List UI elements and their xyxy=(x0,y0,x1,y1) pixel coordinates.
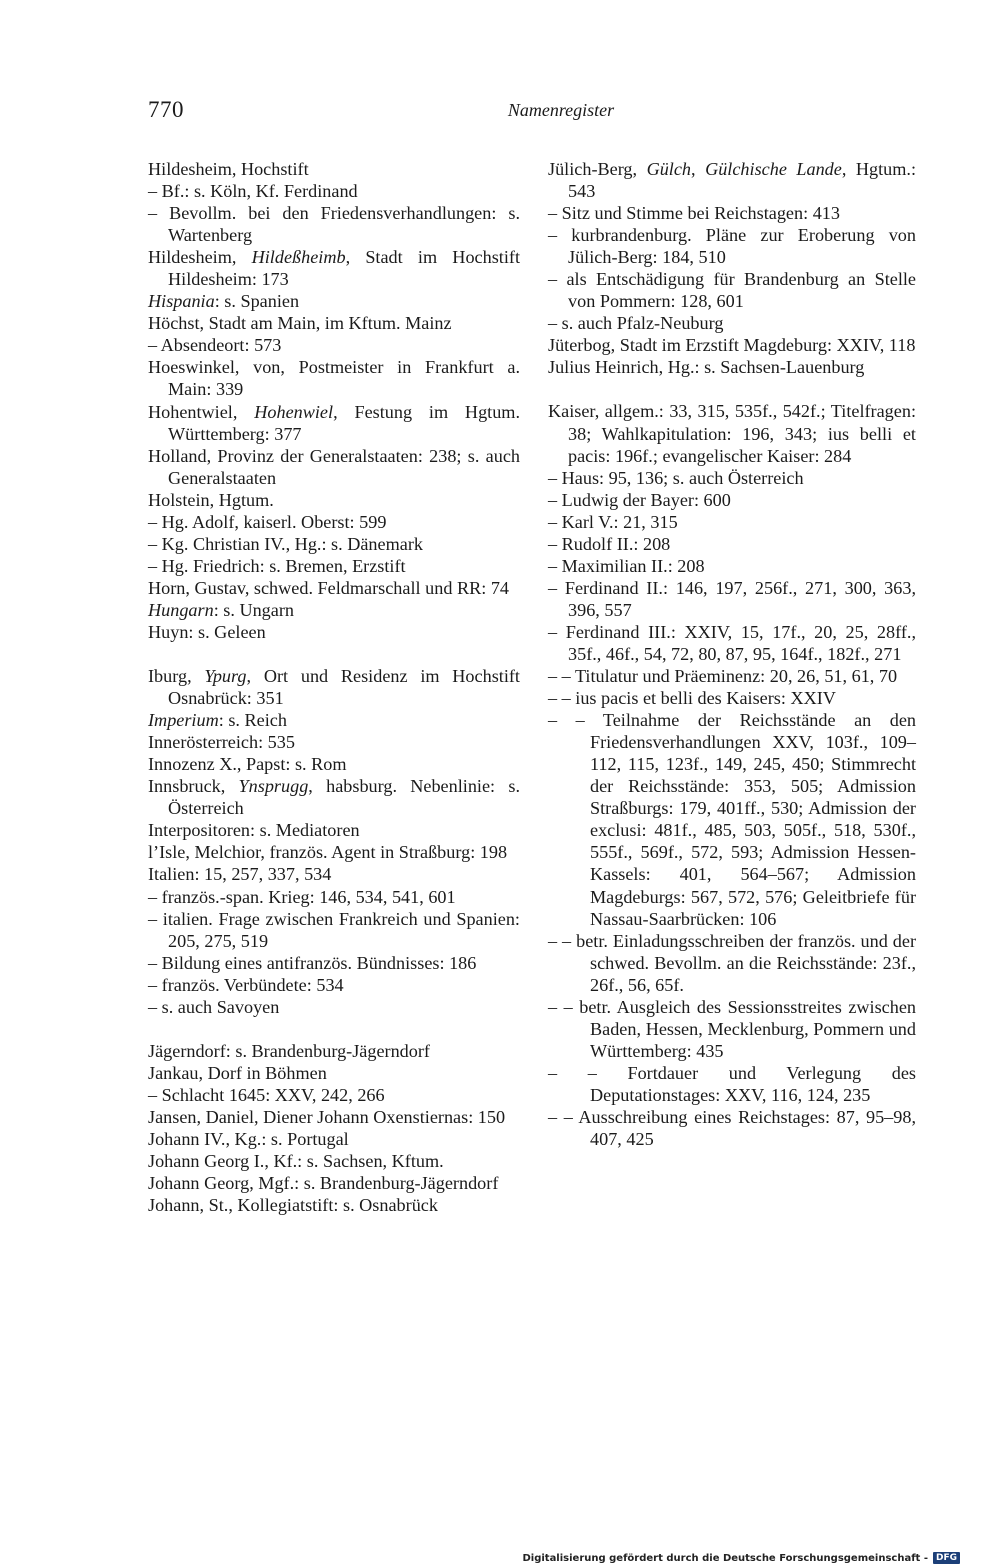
index-entry: Innsbruck, Ynsprugg, habsburg. Nebenlinie: s. Österreich xyxy=(148,776,520,819)
index-subentry: – Hg. Adolf, kaiserl. Oberst: 599 xyxy=(148,511,387,532)
section-gap xyxy=(148,643,520,665)
index-subentry: – Karl V.: 21, 315 xyxy=(548,511,678,532)
index-subentry: – französ. Verbündete: 534 xyxy=(148,974,344,995)
index-entry: Iburg, Ypurg, Ort und Residenz im Hochstift Osnabrück: 351 xyxy=(148,666,520,709)
index-entry: Hildesheim, Hildeßheimb, Stadt im Hochstift Hildesheim: 173 xyxy=(148,247,520,290)
index-entry: l’Isle, Melchior, französ. Agent in Straßburg: 198 xyxy=(148,842,508,863)
index-entry: Johann Georg I., Kf.: s. Sachsen, Kftum. xyxy=(148,1151,444,1172)
index-entry: Hungarn: s. Ungarn xyxy=(148,599,295,620)
index-entry: Jägerndorf: s. Brandenburg-Jägerndorf xyxy=(148,1040,430,1061)
index-entry: Italien: 15, 257, 337, 534 xyxy=(148,864,332,885)
index-entry: Holland, Provinz der Generalstaaten: 238; s. auch Generalstaaten xyxy=(148,445,520,488)
index-entry: Jülich-Berg, Gülch, Gülchische Lande, Hgtum.: 543 xyxy=(548,159,917,202)
index-subentry: – kurbrandenburg. Pläne zur Eroberung von Jülich-Berg: 184, 510 xyxy=(548,225,916,268)
index-subentry: – s. auch Savoyen xyxy=(148,996,280,1017)
index-subentry: – – Teilnahme der Reichsstände an den Friedensverhandlungen XXV, 103f., 109–112, 115, 123f., 149, 245, 450; Stimmrecht der Reichsstände: 353, 505; Admission Straßburgs: 179, 401ff., 530; Admission der exclusi: 481f., 485, 503, 505f., 518, 530f., 555f., 569f., 572, 593; Admission Hessen-Kassels: 401, 564–567; Admission Magdeburgs: 567, 572, 576; Geleitbriefe für Nassau-Saarbrücken: 106 xyxy=(548,710,916,929)
index-entry: Horn, Gustav, schwed. Feldmarschall und RR: 74 xyxy=(148,577,510,598)
index-subentry: – italien. Frage zwischen Frankreich und Spanien: 205, 275, 519 xyxy=(148,908,520,951)
index-entry: Jankau, Dorf in Böhmen xyxy=(148,1062,327,1083)
index-subentry: – – ius pacis et belli des Kaisers: XXIV xyxy=(548,688,836,709)
index-column-right xyxy=(548,158,916,1150)
index-entry: Hispania: s. Spanien xyxy=(148,291,300,312)
index-subentry: – Maximilian II.: 208 xyxy=(548,555,705,576)
index-subentry: – – betr. Ausgleich des Sessionsstreites zwischen Baden, Hessen, Mecklenburg, Pommern und Württemberg: 435 xyxy=(548,996,916,1061)
index-entry: Hoeswinkel, von, Postmeister in Frankfurt a. Main: 339 xyxy=(148,357,520,400)
running-title: Namenregister xyxy=(507,100,615,120)
index-entry: Kaiser, allgem.: 33, 315, 535f., 542f.; Titelfragen: 38; Wahlkapitulation: 196, 343; ius belli et pacis: 196f.; evangelischer Kaiser: 284 xyxy=(548,401,916,466)
credit-text: Digitalisierung gefördert durch die Deutsche Forschungsgemeinschaft - xyxy=(522,1552,928,1564)
index-subentry: – Haus: 95, 136; s. auch Österreich xyxy=(548,467,804,488)
index-subentry: – – betr. Einladungsschreiben der französ. und der schwed. Bevollm. an die Reichsstände: 23f., 26f., 56, 65f. xyxy=(548,930,916,995)
index-entry: Holstein, Hgtum. xyxy=(148,489,274,510)
index-subentry: – – Ausschreibung eines Reichstages: 87, 95–98, 407, 425 xyxy=(548,1106,916,1150)
index-entry: Johann IV., Kg.: s. Portugal xyxy=(148,1128,349,1149)
index-subentry: – Bevollm. bei den Friedensverhandlungen: s. Wartenberg xyxy=(148,203,520,246)
index-subentry: – Absendeort: 573 xyxy=(148,335,282,356)
index-subentry: – Ferdinand II.: 146, 197, 256f., 271, 300, 363, 396, 557 xyxy=(548,577,916,620)
index-entry: Imperium: s. Reich xyxy=(148,710,287,731)
section-gap xyxy=(548,378,916,400)
index-subentry: – Ferdinand III.: XXIV, 15, 17f., 20, 25, 28ff., 35f., 46f., 54, 72, 80, 87, 95, 164f., 182f., 271 xyxy=(548,621,916,664)
index-subentry: – s. auch Pfalz-Neuburg xyxy=(548,313,724,334)
index-subentry: – Hg. Friedrich: s. Bremen, Erzstift xyxy=(148,555,406,576)
index-entry: Johann, St., Kollegiatstift: s. Osnabrück xyxy=(148,1195,438,1216)
index-subentry: – Rudolf II.: 208 xyxy=(548,533,671,554)
index-subentry: – Ludwig der Bayer: 600 xyxy=(548,489,731,510)
index-subentry: – – Fortdauer und Verlegung des Deputationstages: XXV, 116, 124, 235 xyxy=(548,1062,916,1105)
dfg-logo: DFG xyxy=(933,1552,960,1564)
index-subentry: – Schlacht 1645: XXV, 242, 266 xyxy=(148,1084,385,1105)
page-number: 770 xyxy=(148,97,184,122)
index-entry: Jansen, Daniel, Diener Johann Oxenstiernas: 150 xyxy=(148,1106,506,1127)
index-entry: Jüterbog, Stadt im Erzstift Magdeburg: XXIV, 118 xyxy=(548,335,916,356)
index-subentry: – Bf.: s. Köln, Kf. Ferdinand xyxy=(148,181,358,202)
index-entry: Hildesheim, Hochstift xyxy=(148,159,309,179)
index-subentry: – französ.-span. Krieg: 146, 534, 541, 601 xyxy=(148,886,456,907)
index-entry: Johann Georg, Mgf.: s. Brandenburg-Jägerndorf xyxy=(148,1173,499,1194)
index-entry: Interpositoren: s. Mediatoren xyxy=(148,820,360,841)
index-column-left xyxy=(148,158,520,1216)
index-subentry: – als Entschädigung für Brandenburg an Stelle von Pommern: 128, 601 xyxy=(548,269,916,312)
index-entry: Huyn: s. Geleen xyxy=(148,621,266,642)
section-gap xyxy=(148,1018,520,1040)
index-entry: Julius Heinrich, Hg.: s. Sachsen-Lauenburg xyxy=(548,357,865,378)
index-subentry: – Kg. Christian IV., Hg.: s. Dänemark xyxy=(148,533,423,554)
index-entry: Hohentwiel, Hohenwiel, Festung im Hgtum. Württemberg: 377 xyxy=(148,401,520,444)
index-subentry: – Sitz und Stimme bei Reichstagen: 413 xyxy=(548,203,840,224)
index-entry: Innerösterreich: 535 xyxy=(148,732,295,753)
page-header xyxy=(148,97,914,129)
index-subentry: – Bildung eines antifranzös. Bündnisses: 186 xyxy=(148,952,477,973)
index-entry: Innozenz X., Papst: s. Rom xyxy=(148,754,347,775)
index-subentry: – – Titulatur und Präeminenz: 20, 26, 51, 61, 70 xyxy=(548,666,898,687)
index-entry: Höchst, Stadt am Main, im Kftum. Mainz xyxy=(148,313,452,334)
digitization-credit xyxy=(522,1552,960,1564)
